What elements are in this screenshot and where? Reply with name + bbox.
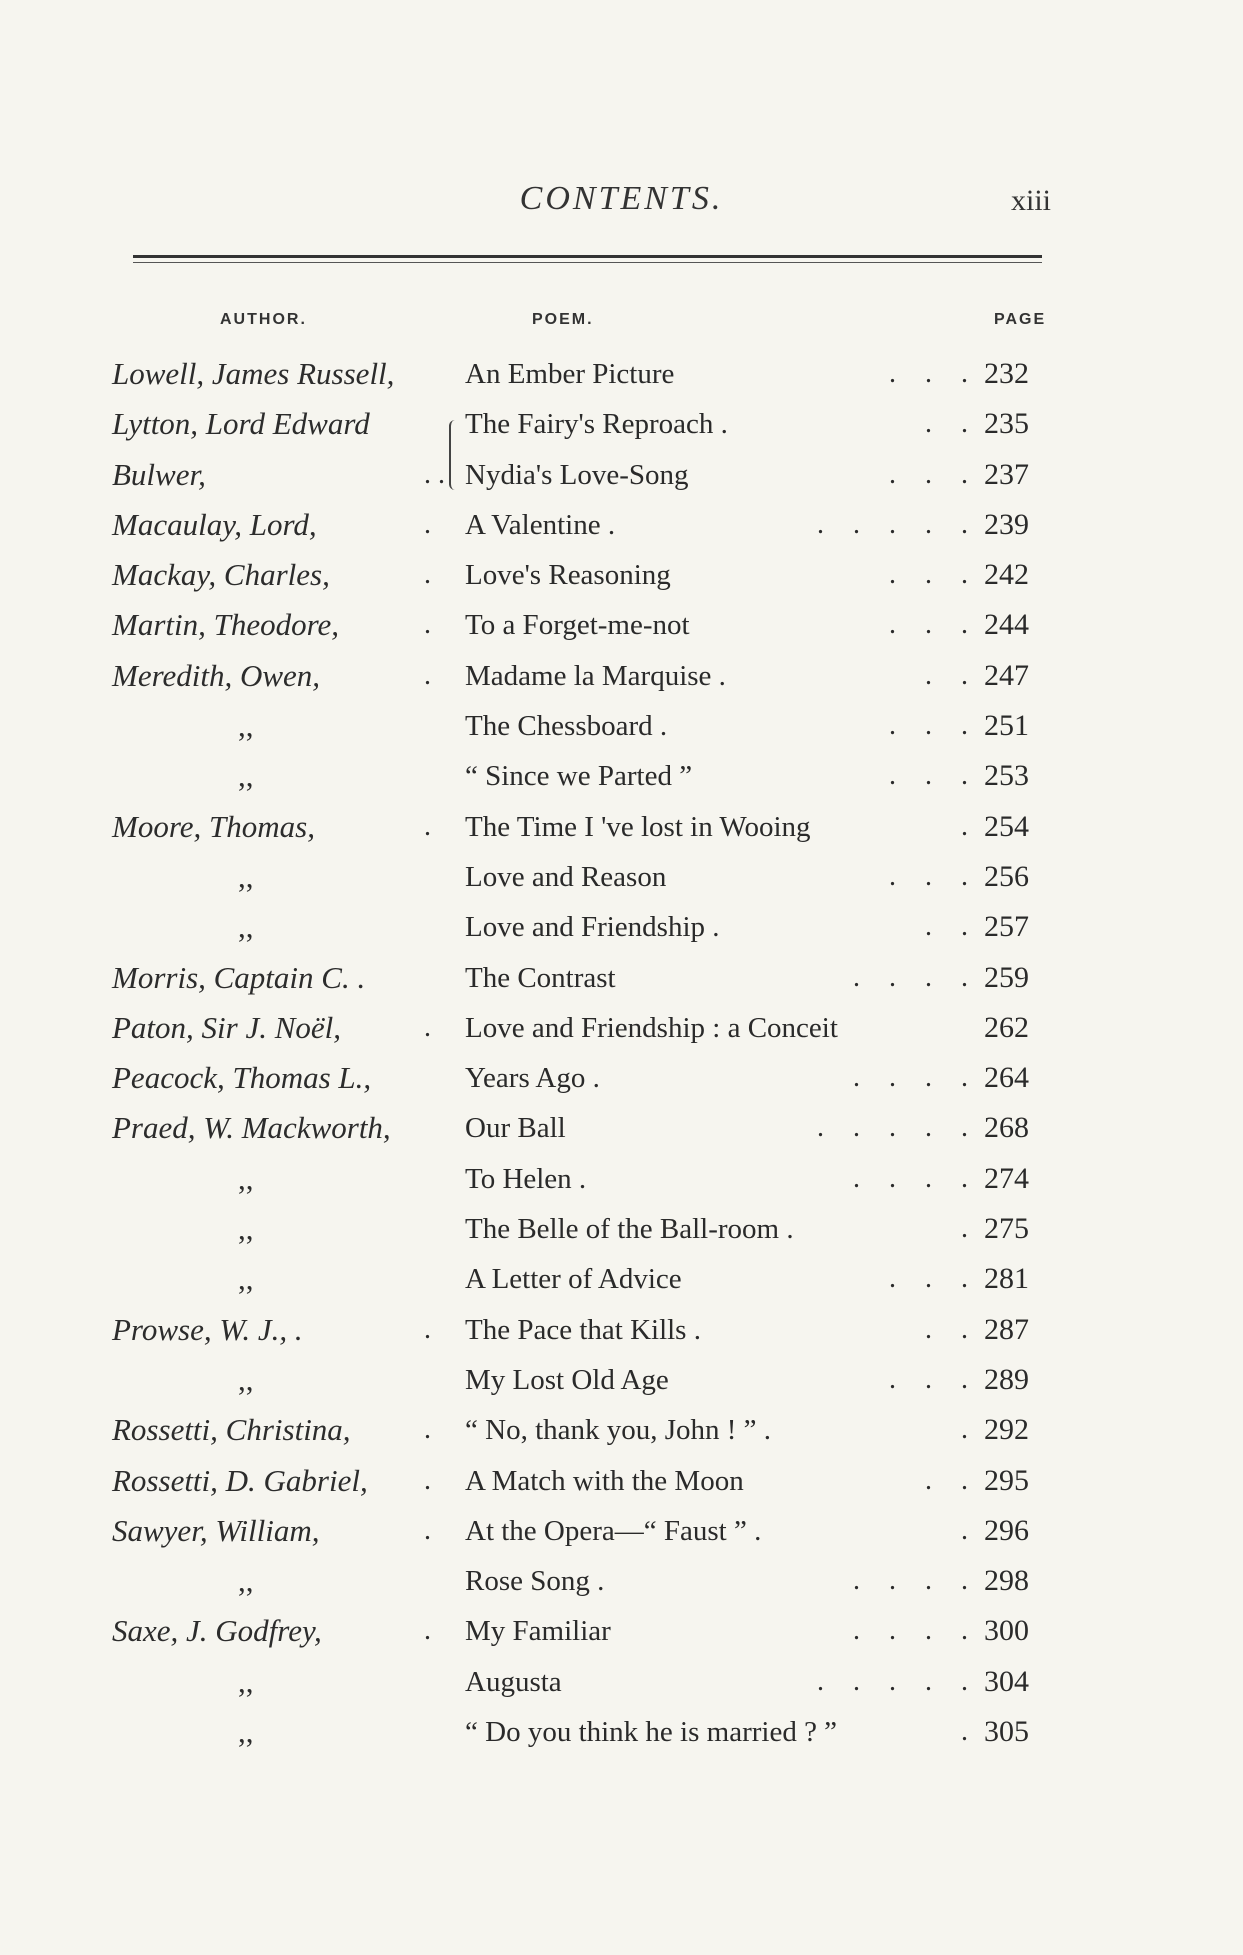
toc-row <box>0 1205 1243 1255</box>
author-name: Mackay, Charles, <box>112 557 330 593</box>
header-rule-thin <box>133 262 1042 263</box>
toc-row <box>0 1004 1243 1054</box>
author-leader-dots: . <box>424 659 431 691</box>
page-number: 262 <box>984 1010 1029 1044</box>
author-leader-dots: . <box>424 1011 431 1043</box>
page-number: 254 <box>984 809 1029 843</box>
poem-title: To a Forget-me-not <box>465 609 690 642</box>
toc-row <box>0 601 1243 651</box>
page-number: 295 <box>984 1463 1029 1497</box>
poem-title: An Ember Picture <box>465 358 675 390</box>
toc-row <box>0 1457 1243 1507</box>
author-name: ,, <box>238 1663 254 1699</box>
author-name: Rossetti, D. Gabriel, <box>112 1462 368 1498</box>
author-leader-dots: . . <box>424 458 445 490</box>
page-number: 298 <box>984 1564 1029 1598</box>
poem-title: At the Opera—“ Faust ” . <box>465 1514 762 1547</box>
page-leader-dots: . <box>961 1716 968 1748</box>
author-leader-dots: . <box>424 1313 431 1345</box>
poem-column-heading: POEM. <box>532 311 594 328</box>
poem-title: A Letter of Advice <box>465 1263 682 1296</box>
toc-row <box>0 853 1243 903</box>
page-leader-dots: . . . . . <box>817 1112 968 1144</box>
poem-title: “ Do you think he is married ? ” <box>465 1716 838 1749</box>
page-number: 253 <box>984 759 1029 793</box>
page-number: 300 <box>984 1614 1029 1648</box>
page-leader-dots: . . <box>925 1464 968 1496</box>
author-name: ,, <box>238 758 254 794</box>
author-leader-dots: . <box>424 559 431 591</box>
author-column-heading: AUTHOR. <box>220 311 307 328</box>
author-name: ,, <box>238 708 254 744</box>
poem-title: “ Since we Parted ” <box>465 760 693 793</box>
author-leader-dots: . <box>424 810 431 842</box>
author-name: Moore, Thomas, <box>112 808 315 844</box>
poem-title: Madame la Marquise . <box>465 659 726 692</box>
toc-row <box>0 1557 1243 1607</box>
page-leader-dots: . <box>961 1213 968 1245</box>
page-number: 242 <box>984 558 1029 592</box>
author-name: Meredith, Owen, <box>112 657 321 693</box>
page-leader-dots: . . <box>925 408 968 440</box>
author-name: ,, <box>238 858 254 894</box>
author-name: Prowse, W. J., . <box>112 1311 303 1347</box>
page-leader-dots: . . . <box>889 1363 968 1395</box>
author-name: Rossetti, Christina, <box>112 1412 351 1448</box>
toc-row <box>0 803 1243 853</box>
page-leader-dots: . . . <box>889 860 968 892</box>
toc-row <box>0 1406 1243 1456</box>
page-number: 235 <box>984 407 1029 441</box>
page-number: 232 <box>984 357 1029 390</box>
page-number: 296 <box>984 1513 1029 1547</box>
poem-title: Love and Friendship . <box>465 911 720 944</box>
page-number: 305 <box>984 1715 1029 1749</box>
page-number: 257 <box>984 910 1029 944</box>
poem-title: Augusta <box>465 1665 562 1698</box>
toc-row <box>0 451 1243 501</box>
author-name: ,, <box>238 1160 254 1196</box>
toc-row <box>0 350 1243 400</box>
toc-row <box>0 501 1243 551</box>
page-number: 247 <box>984 658 1029 692</box>
poem-title: The Time I 've lost in Wooing <box>465 810 811 843</box>
author-leader-dots: . <box>424 1414 431 1446</box>
page-leader-dots: . . . <box>889 559 968 591</box>
header-rule-thick <box>133 255 1042 258</box>
author-name: ,, <box>238 1361 254 1397</box>
toc-row <box>0 1507 1243 1557</box>
page-leader-dots: . . <box>925 1313 968 1345</box>
poem-title: Our Ball <box>465 1112 566 1145</box>
poem-title: The Fairy's Reproach . <box>465 408 728 441</box>
page-number: 239 <box>984 507 1029 541</box>
page-number: 275 <box>984 1212 1029 1246</box>
page-number: 304 <box>984 1664 1029 1698</box>
toc-row <box>0 954 1243 1004</box>
page-number: 259 <box>984 960 1029 994</box>
page-number: 274 <box>984 1161 1029 1195</box>
page-number: 289 <box>984 1362 1029 1396</box>
author-name: Morris, Captain C. . <box>112 959 366 995</box>
author-leader-dots: . <box>424 1514 431 1546</box>
page-column-heading: PAGE <box>994 311 1047 328</box>
page-leader-dots: . <box>961 1414 968 1446</box>
page-leader-dots: . . . . <box>853 1615 968 1647</box>
page-leader-dots: . . . . <box>853 961 968 993</box>
page-number: 237 <box>984 457 1029 491</box>
page-leader-dots: . . . . . <box>817 1665 968 1697</box>
author-leader-dots: . <box>424 1464 431 1496</box>
running-title: CONTENTS. <box>519 180 724 217</box>
page-number: 256 <box>984 859 1029 893</box>
toc-row <box>0 903 1243 953</box>
toc-row <box>0 400 1243 450</box>
poem-title: A Match with the Moon <box>465 1464 744 1497</box>
page-leader-dots: . <box>961 810 968 842</box>
toc-row <box>0 1104 1243 1154</box>
poem-title: My Lost Old Age <box>465 1363 669 1396</box>
poem-title: To Helen . <box>465 1162 587 1195</box>
page-number: 292 <box>984 1413 1029 1447</box>
poem-title: The Contrast <box>465 961 616 994</box>
poem-title: My Familiar <box>465 1615 611 1648</box>
poem-title: Love and Friendship : a Conceit <box>465 1011 838 1044</box>
page-number: 251 <box>984 709 1029 743</box>
poem-title: “ No, thank you, John ! ” . <box>465 1414 772 1447</box>
page-number: 268 <box>984 1111 1029 1145</box>
author-leader-dots: . <box>424 508 431 540</box>
page-number: 244 <box>984 608 1029 642</box>
poem-title: The Pace that Kills . <box>465 1313 701 1346</box>
poem-title: A Valentine . <box>465 508 616 541</box>
author-name: Martin, Theodore, <box>112 607 340 643</box>
page-leader-dots: . . . . <box>853 1565 968 1597</box>
author-leader-dots: . <box>424 1615 431 1647</box>
column-headings <box>0 311 1243 341</box>
poem-title: Love and Reason <box>465 860 667 893</box>
poem-title: Love's Reasoning <box>465 559 671 592</box>
page-leader-dots: . . . <box>889 609 968 641</box>
poem-title: The Belle of the Ball-room . <box>465 1213 794 1246</box>
poem-title: The Chessboard . <box>465 710 668 743</box>
page-header <box>0 0 1243 260</box>
author-leader-dots: . <box>424 609 431 641</box>
page-number: 264 <box>984 1061 1029 1095</box>
toc-row <box>0 1255 1243 1305</box>
toc-row <box>0 1658 1243 1708</box>
page-leader-dots: . . . <box>889 358 968 389</box>
poem-title: Rose Song . <box>465 1565 605 1598</box>
page-leader-dots: . . . . . <box>817 508 968 540</box>
page-leader-dots: . . <box>925 911 968 943</box>
toc-row <box>0 652 1243 702</box>
page-leader-dots: . . . <box>889 710 968 742</box>
author-name: ,, <box>238 909 254 945</box>
author-name: Praed, W. Mackworth, <box>112 1110 391 1146</box>
author-name: ,, <box>238 1714 254 1750</box>
toc-row <box>0 1155 1243 1205</box>
toc-row <box>0 1054 1243 1104</box>
page-number: 281 <box>984 1262 1029 1296</box>
page-leader-dots: . . . <box>889 458 968 490</box>
author-name: Macaulay, Lord, <box>112 506 317 542</box>
toc-row <box>0 702 1243 752</box>
poem-title: Years Ago . <box>465 1062 600 1095</box>
page-number: 287 <box>984 1312 1029 1346</box>
author-name: Paton, Sir J. Noël, <box>112 1009 342 1045</box>
page-leader-dots: . . . <box>889 1263 968 1295</box>
toc-row <box>0 1607 1243 1657</box>
toc-row <box>0 752 1243 802</box>
author-name: ,, <box>238 1563 254 1599</box>
author-name: Bulwer, <box>112 456 206 492</box>
page-leader-dots: . <box>961 1514 968 1546</box>
author-name: ,, <box>238 1211 254 1247</box>
toc-row <box>0 1356 1243 1406</box>
contents-table <box>0 350 1243 1758</box>
page-leader-dots: . . . <box>889 760 968 792</box>
toc-row <box>0 1708 1243 1758</box>
poem-title: Nydia's Love-Song <box>465 458 689 491</box>
author-name: Saxe, J. Godfrey, <box>112 1613 322 1649</box>
page-leader-dots: . . <box>925 659 968 691</box>
page-leader-dots: . . . . <box>853 1062 968 1094</box>
toc-row <box>0 551 1243 601</box>
author-name: ,, <box>238 1261 254 1297</box>
author-name: Peacock, Thomas L., <box>112 1060 372 1096</box>
page-leader-dots: . . . . <box>853 1162 968 1194</box>
page-folio: xiii <box>1010 184 1051 217</box>
toc-row <box>0 1306 1243 1356</box>
author-name: Lytton, Lord Edward <box>112 406 370 442</box>
author-name: Lowell, James Russell, <box>112 356 395 391</box>
author-name: Sawyer, William, <box>112 1512 320 1548</box>
